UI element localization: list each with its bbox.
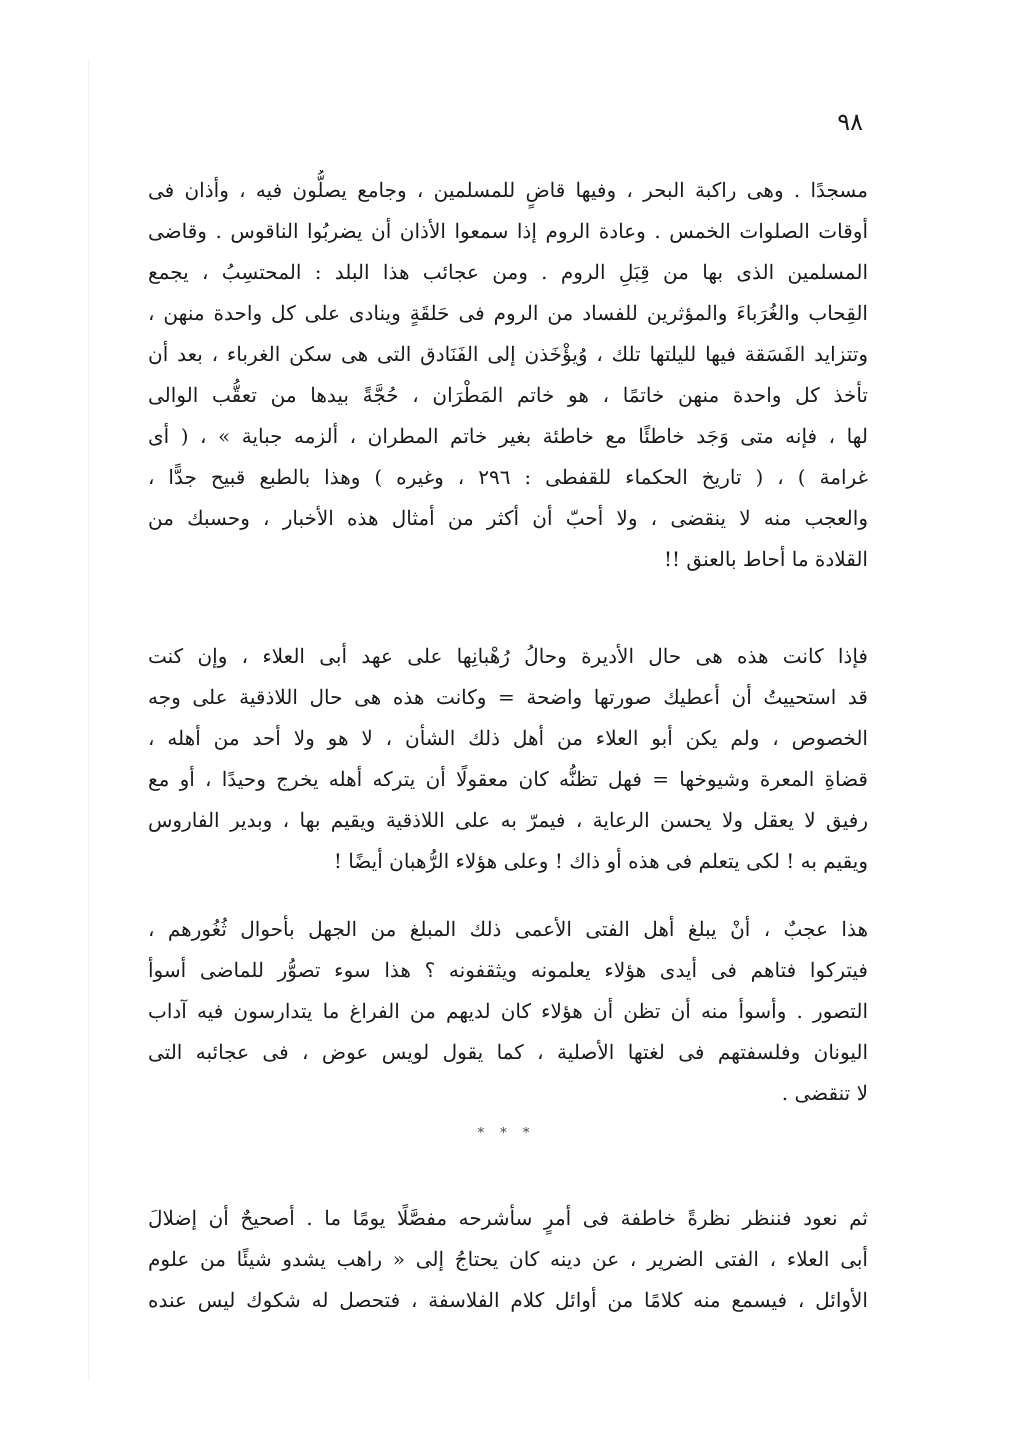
text-line: القلادة ما أحاط بالعنق !! <box>663 547 868 571</box>
page-gutter-shadow <box>88 60 89 1380</box>
paragraph-2 <box>148 636 868 882</box>
text-line: مسجدًا . وهى راكبة البحر ، وفيها قاضٍ للمسلمين ، وجامع يصلُّون فيه ، وأذان فى <box>148 178 868 202</box>
text-line: لها ، فإنه متى وَجَد خاطئًا مع خاطئة بغير خاتم المطران ، ألزمه جباية » ، ( أى <box>148 424 868 448</box>
text-line: المسلمين الذى بها من قِبَلِ الروم . ومن عجائب هذا البلد : المحتسِبُ ، يجمع <box>148 260 868 284</box>
page-number: ٩٨ <box>837 108 863 136</box>
paragraph-1 <box>148 170 868 580</box>
text-line: الأوائل ، فيسمع منه كلامًا من أوائل كلام الفلاسفة ، فتحصل له شكوك ليس عنده <box>148 1288 868 1312</box>
text-line: الخصوص ، ولم يكن أبو العلاء من أهل ذلك الشأن ، لا هو ولا أحد من أهله ، <box>148 726 868 750</box>
text-line: ويقيم به ! لكى يتعلم فى هذه أو ذاك ! وعلى هؤلاء الرُّهبان أيضًا ! <box>333 849 868 873</box>
text-line: التصور . وأسوأ منه أن تظن أن هؤلاء كان لديهم من الفراغ ما يتدارسون فيه آداب <box>148 999 868 1023</box>
text-line: لا تنقضى . <box>781 1081 868 1105</box>
section-separator: * * * <box>477 1126 536 1141</box>
text-line: فإذا كانت هذه هى حال الأديرة وحالُ رُهْبانِها على عهد أبى العلاء ، وإن كنت <box>148 644 868 668</box>
text-line: ثم نعود فننظر نظرةً خاطفة فى أمرٍ سأشرحه مفصَّلًا يومًا ما . أصحيحٌ أن إضلالَ <box>148 1206 868 1230</box>
text-line: أوقات الصلوات الخمس . وعادة الروم إذا سمعوا الأذان أن يضربُوا الناقوس . وقاضى <box>148 219 868 243</box>
text-line: أبى العلاء ، الفتى الضرير ، عن دينه كان يحتاجُ إلى « راهب يشدو شيئًا من علوم <box>148 1247 868 1271</box>
text-line: القِحاب والغُرَباءَ والمؤثرين للفساد من الروم فى حَلقَةٍ وينادى على كل واحدة منهن ، <box>148 301 868 325</box>
text-line: والعجب منه لا ينقضى ، ولا أحبّ أن أكثر من أمثال هذه الأخبار ، وحسبك من <box>148 506 868 530</box>
text-line: وتتزايد الفَسَقة فيها لليلتها تلك ، وُيؤْخَذن إلى الفَنَادق التى هى سكن الغرباء ، بعد أن <box>148 342 868 366</box>
text-line: فيتركوا فتاهم فى أيدى هؤلاء يعلمونه ويثقفونه ؟ هذا سوء تصوُّر للماضى أسوأ <box>148 958 868 982</box>
paragraph-3 <box>148 909 868 1114</box>
text-line: قضاةِ المعرة وشيوخها = فهل تظنُّه كان معقولًا أن يتركه أهله يخرج وحيدًا ، أو مع <box>148 767 868 791</box>
paragraph-4 <box>148 1198 868 1321</box>
text-line: هذا عجبٌ ، أنْ يبلغ أهل الفتى الأعمى ذلك المبلغ من الجهل بأحوال ثُغُورهم ، <box>148 917 868 941</box>
text-line: تأخذ كل واحدة منهن خاتمًا ، هو خاتم المَطْرَان ، حُجَّةً بيدها من تعقُّب الوالى <box>148 383 868 407</box>
text-line: اليونان وفلسفتهم فى لغتها الأصلية ، كما يقول لويس عوض ، فى عجائبه التى <box>148 1040 868 1064</box>
text-line: قد استحييتُ أن أعطيك صورتها واضحة = وكانت هذه هى حال اللاذقية على وجه <box>148 685 868 709</box>
text-line: غرامة ) ، ( تاريخ الحكماء للقفطى : ٢٩٦ ، وغيره ) وهذا بالطبع قبيح جدًّا ، <box>148 465 868 489</box>
text-line: رفيق لا يعقل ولا يحسن الرعاية ، فيمرّ به على اللاذقية ويقيم بها ، وبدير الفاروس <box>148 808 868 832</box>
